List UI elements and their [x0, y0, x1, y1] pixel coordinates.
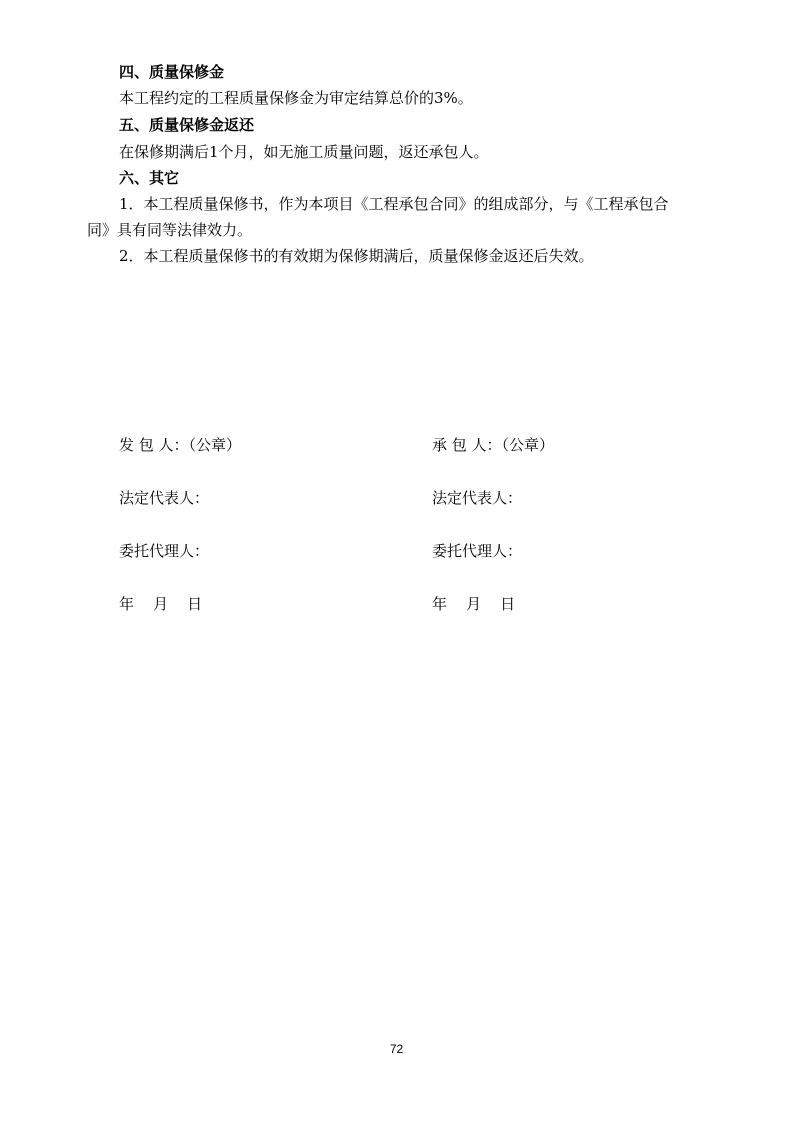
signature-right-date: 年 月 日: [432, 595, 516, 613]
section-text-other-item2: 2．本工程质量保修书的有效期为保修期满后，质量保修金返还后失效。: [119, 247, 594, 265]
section-text-other-item1-line1: 1．本工程质量保修书，作为本项目《工程承包合同》的组成部分，与《工程承包合: [119, 195, 669, 213]
section-heading-quality-deposit: 四、质量保修金: [119, 63, 225, 81]
section-text-quality-deposit: 本工程约定的工程质量保修金为审定结算总价的3%。: [119, 89, 473, 107]
signature-left-date: 年 月 日: [119, 595, 203, 613]
section-heading-other: 六、其它: [119, 169, 180, 187]
signature-left-party: 发 包 人：（公章）: [119, 436, 242, 454]
section-text-deposit-return: 在保修期满后1个月，如无施工质量问题，返还承包人。: [119, 143, 489, 161]
section-heading-deposit-return: 五、质量保修金返还: [119, 116, 255, 134]
signature-left-agent: 委托代理人：: [119, 542, 210, 560]
signature-right-legal-rep: 法定代表人：: [432, 489, 523, 507]
signature-left-legal-rep: 法定代表人：: [119, 489, 210, 507]
section-text-other-item1-line2: 同》具有同等法律效力。: [87, 221, 253, 239]
signature-right-party: 承 包 人：（公章）: [432, 436, 555, 454]
signature-right-agent: 委托代理人：: [432, 542, 523, 560]
page-number: 72: [389, 1042, 404, 1056]
